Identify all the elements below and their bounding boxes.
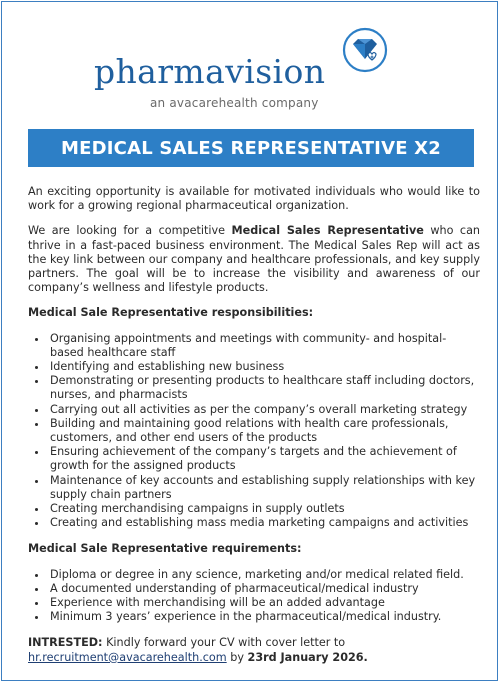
list-item: • Experience with merchandising will be an added advantage: [48, 596, 480, 610]
requirements-heading: Medical Sale Representative requirements:: [28, 542, 302, 556]
list-item: • Creating and establishing mass media marketing campaigns and activities: [48, 516, 480, 530]
brand-header: [2, 2, 497, 120]
list-item: • Diploma or degree in any science, marketing and/or medical related field.: [48, 568, 480, 582]
application-instructions: [28, 636, 480, 664]
application-deadline: 23rd January 2026.: [247, 650, 368, 664]
description-text-end: who can thrive in a fast-paced business environment. The Medical Sales Rep will act as the key link between our company and healthcare professionals, and key supply partners. The goal will be to increase the visibility and awareness of our company’s wellness and lifestyle products.: [28, 224, 481, 295]
list-item: • Ensuring achievement of the company’s targets and the achievement of growth for the assigned products: [48, 445, 480, 473]
list-item: • Demonstrating or presenting products to healthcare staff including doctors, nurses, and pharmacists: [48, 374, 480, 402]
apply-label: INTRESTED:: [28, 636, 103, 650]
brand-name: pharmavision: [94, 52, 326, 91]
role-name: Medical Sales Representative: [231, 224, 424, 238]
job-title-banner: MEDICAL SALES REPRESENTATIVE X2: [28, 129, 474, 167]
apply-by-text: by: [226, 650, 248, 664]
intro-paragraph: An exciting opportunity is available for motivated individuals who would like to work for a growing regional pharmaceutical organization.: [28, 185, 480, 213]
recruitment-email-link[interactable]: hr.recruitment@avacarehealth.com: [28, 650, 227, 664]
requirements-list: [28, 568, 480, 625]
list-item: • Maintenance of key accounts and establishing supply relationships with key supply chain partners: [48, 474, 480, 502]
list-item: • Carrying out all activities as per the company’s overall marketing strategy: [48, 403, 480, 417]
list-item: • A documented understanding of pharmaceutical/medical industry: [48, 582, 480, 596]
description-text-start: We are looking for a competitive: [28, 224, 232, 238]
responsibilities-list: [28, 332, 480, 531]
apply-text: Kindly forward your CV with cover letter to: [102, 636, 346, 650]
list-item: • Building and maintaining good relations with health care professionals, customers, and other end users of the products: [48, 417, 480, 445]
list-item: • Creating merchandising campaigns in supply outlets: [48, 502, 480, 516]
description-paragraph: [28, 224, 480, 295]
brand-tagline: an avacarehealth company: [150, 96, 319, 110]
list-item: • Identifying and establishing new business: [48, 360, 480, 374]
list-item: • Organising appointments and meetings with community- and hospital-based healthcare staff: [48, 332, 480, 360]
advert-body: [28, 185, 480, 676]
responsibilities-heading: Medical Sale Representative responsibilities:: [28, 306, 314, 320]
list-item: • Minimum 3 years’ experience in the pharmaceutical/medical industry.: [48, 610, 480, 624]
job-advert-page: [1, 1, 498, 681]
diamond-heart-icon: [341, 26, 389, 74]
